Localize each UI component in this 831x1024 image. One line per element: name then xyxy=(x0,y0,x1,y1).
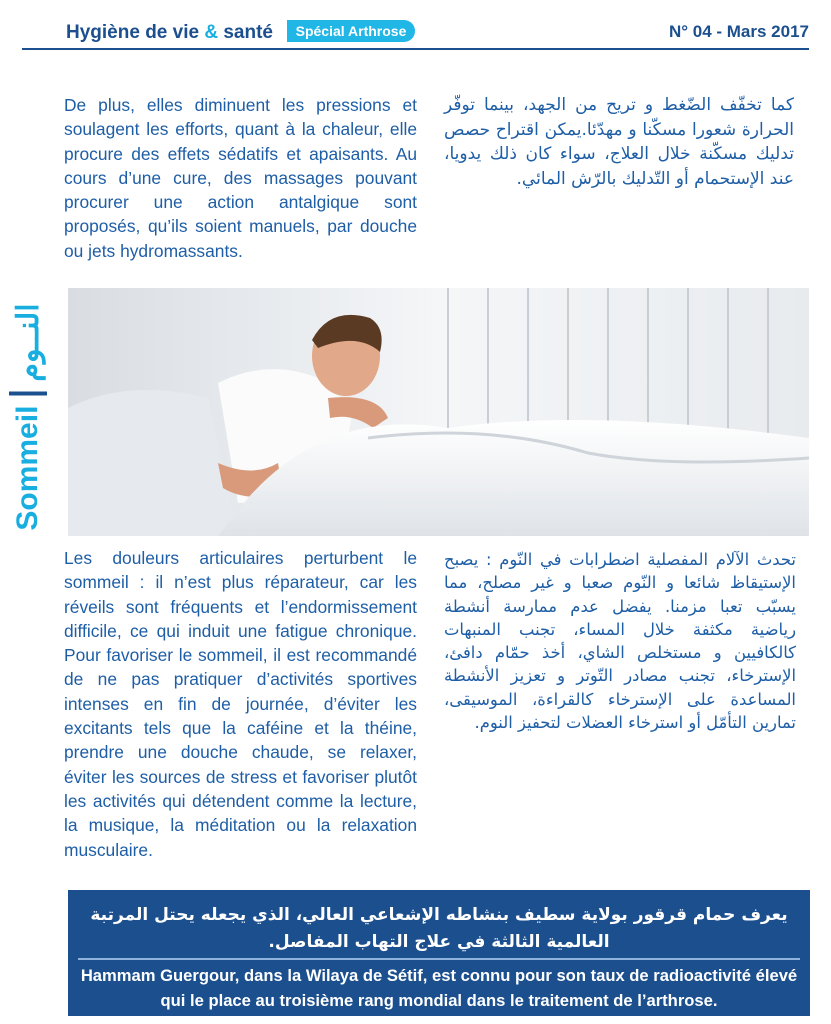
banner-divider xyxy=(78,958,800,960)
header-title-ampersand: & xyxy=(204,22,219,43)
info-banner xyxy=(68,890,810,1016)
section-label-ar: النــوم xyxy=(11,303,45,382)
banner-arabic-text: يعرف حمام قرقور بولاية سطيف بنشاطه الإشعاعي العالي، الذي يجعله يحتل المرتبة العالمية الثالثة في علاج التهاب المفاصل. xyxy=(90,905,788,952)
header-title-end: santé xyxy=(218,22,273,43)
page-header xyxy=(0,0,831,50)
section-label-fr: Sommeil xyxy=(11,405,44,531)
banner-french-text: Hammam Guergour, dans la Wilaya de Sétif, est connu pour son taux de radioactivité élevé qui le place au troisième rang mondial dans le traitement de l’arthrose. xyxy=(80,966,798,1010)
header-title xyxy=(66,22,273,44)
header-title-main: Hygiène de vie xyxy=(66,22,205,43)
issue-number: N° 04 - Mars 2017 xyxy=(668,22,809,41)
bottom-arabic-paragraph: تحدث الآلام المفصلية اضطرابات في النّوم : يصبح الإستيقاظ شائعا و النّوم صعبا و غير مصلح، مما يسبّب تعبا مزمنا. يفضل عدم ممارسة أنشطة رياضية مكثفة خلال المساء، تجنب المنبهات كالكافيين و مستخلص الشاي، أخذ حمّام دافئ، الإسترخاء، تجنب مصادر التّوتر و تعزيز الأنشطة المساعدة على الإسترخاء كالقراءة، الموسيقى، تمارين التأمّل أو استرخاء العضلات لتحفيز النوم. xyxy=(444,550,796,733)
top-french-paragraph: De plus, elles diminuent les pressions et soulagent les efforts, quant à la chaleur, elle procure des effets sédatifs et apaisants. Au cours d’une cure, des massages pouvant procurer une action antalgique sont proposés, qu’ils soient manuels, par douche ou jets hydromassants. xyxy=(64,95,417,261)
photo-illustration xyxy=(68,288,809,536)
photo-man-in-bed-back-pain xyxy=(68,288,809,536)
section-side-label xyxy=(0,280,56,555)
top-arabic-paragraph: كما تخفّف الضّغط و تريح من الجهد، بينما توفّر الحرارة شعورا مسكّنا و مهدّئا.يمكن اقتراح حصص تدليك مسكّنة خلال العلاج، سواء كان ذلك يدويا، عند الإستحمام أو التّدليك بالرّش المائي. xyxy=(444,95,794,189)
bottom-french-paragraph: Les douleurs articulaires perturbent le sommeil : il n’est plus réparateur, car les réveils sont fréquents et l’endormissement difficile, ce qui induit une fatigue chronique. Pour favoriser le sommeil, il est recommandé de ne pas pratiquer d’activités sportives intenses en fin de journée, d’éviter les excitants tels que la caféine et la théine, prendre une douche chaude, se relaxer, éviter les sources de stress et favoriser plutôt les activités qui détendent comme la lecture, la musique, la méditation ou la relaxation musculaire. xyxy=(64,548,417,860)
header-divider xyxy=(22,48,809,50)
section-label-separator xyxy=(9,392,47,396)
section-label-rotated xyxy=(0,280,56,555)
special-badge: Spécial Arthrose xyxy=(287,20,415,42)
